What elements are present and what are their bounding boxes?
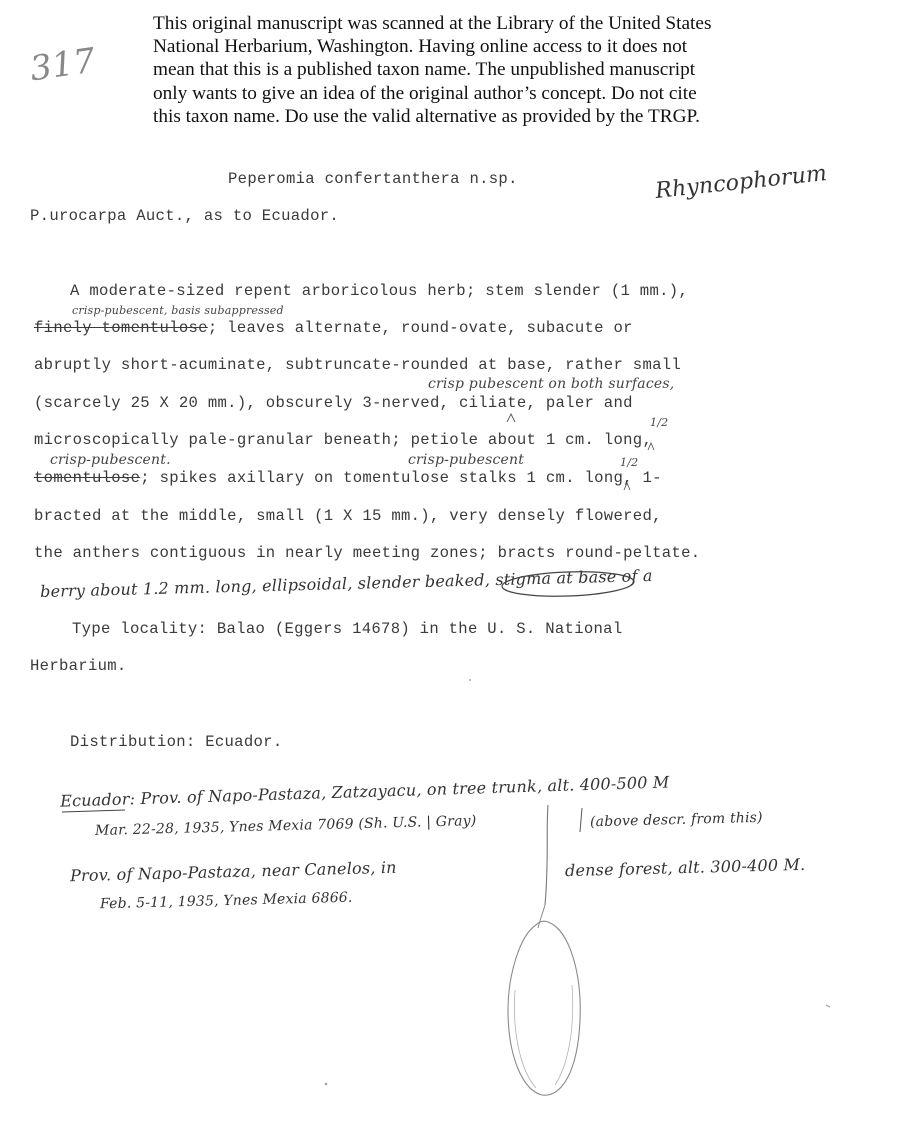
description-line-7: bracted at the middle, small (1 X 15 mm.), very densely flowered, <box>34 507 662 525</box>
synonym-line: P.urocarpa Auct., as to Ecuador. <box>30 207 340 225</box>
species-title: Peperomia confertanthera n.sp. <box>228 170 518 188</box>
specimen-line-3: Prov. of Napo-Pastaza, near Canelos, in <box>69 857 397 886</box>
pencil-number: 317 <box>27 40 98 90</box>
description-line-4: (scarcely 25 X 20 mm.), obscurely 3-nerved, ciliate, paler and <box>34 394 633 412</box>
description-line-2-text: ; leaves alternate, round-ovate, subacute or <box>207 319 633 337</box>
caret-mark <box>624 483 630 490</box>
caret-mark <box>648 443 654 450</box>
specimen-line-3-rest: dense forest, alt. 300-400 M. <box>564 854 806 881</box>
insertion-above-line-2: crisp-pubescent, basis subappressed <box>72 304 284 317</box>
description-line-5: microscopically pale-granular beneath; petiole about 1 cm. long, <box>34 431 653 449</box>
specimen-line-2: Mar. 22-28, 1935, Ynes Mexia 7069 (Sh. U.S. | Gray) <box>94 813 477 839</box>
specimen-line-2-note: (above descr. from this) <box>589 809 763 831</box>
insertion-above-line-6-left: crisp-pubescent. <box>50 452 171 468</box>
insertion-after-line-8: berry about 1.2 mm. long, ellipsoidal, slender beaked, stigma at base of a <box>39 565 653 602</box>
berry-outline <box>508 921 580 1095</box>
description-line-6-text: ; spikes axillary on tomentulose stalks 1 cm. long, 1- <box>140 469 662 487</box>
notice-line: National Herbarium, Washington. Having online access to it does not <box>153 36 688 58</box>
stray-mark <box>826 1005 830 1007</box>
margin-note-section: Rhyncophorum <box>654 161 829 204</box>
type-locality-line-2: Herbarium. <box>30 657 127 675</box>
notice-line: This original manuscript was scanned at the Library of the United States <box>153 13 712 34</box>
circled-annotation <box>502 570 635 599</box>
notice-line: this taxon name. Do use the valid alternative as provided by the TRGP. <box>153 105 700 127</box>
underline-mark <box>62 810 125 812</box>
bracket-mark <box>580 808 582 832</box>
notice-line: only wants to give an idea of the original author’s concept. Do not cite <box>153 82 697 104</box>
struck-text: finely tomentulose <box>34 319 208 337</box>
distribution-line: Distribution: Ecuador. <box>70 733 283 751</box>
stray-dot <box>325 1083 327 1085</box>
fraction-insertion: 1/2 <box>620 456 639 469</box>
type-locality-line-1: Type locality: Balao (Eggers 14678) in the U. S. National <box>72 620 623 638</box>
berry-beak <box>538 905 545 928</box>
description-line-3: abruptly short-acuminate, subtruncate-rounded at base, rather small <box>34 356 682 374</box>
insertion-above-line-4: crisp pubescent on both surfaces, <box>428 376 675 392</box>
stray-dot <box>469 679 471 681</box>
notice-line: mean that this is a published taxon name. The unpublished manuscript <box>153 59 696 81</box>
description-line-8: the anthers contiguous in nearly meeting zones; bracts round-peltate. <box>34 544 701 562</box>
description-line-1-text: A moderate-sized repent arboricolous herb; stem slender (1 mm.), <box>70 282 689 300</box>
specimen-line-4: Feb. 5-11, 1935, Ynes Mexia 6866. <box>99 889 353 913</box>
berry-shading <box>514 990 536 1088</box>
specimen-line-1: Ecuador: Prov. of Napo-Pastaza, Zatzayacu, on tree trunk, alt. 400-500 M <box>59 772 670 811</box>
berry-shading <box>555 985 573 1085</box>
pencil-guide-stroke <box>545 805 548 905</box>
struck-text: tomentulose <box>34 469 141 487</box>
insertion-above-line-6-mid: crisp-pubescent <box>408 452 525 468</box>
fraction-insertion: 1/2 <box>650 416 669 429</box>
caret-mark <box>507 414 515 422</box>
